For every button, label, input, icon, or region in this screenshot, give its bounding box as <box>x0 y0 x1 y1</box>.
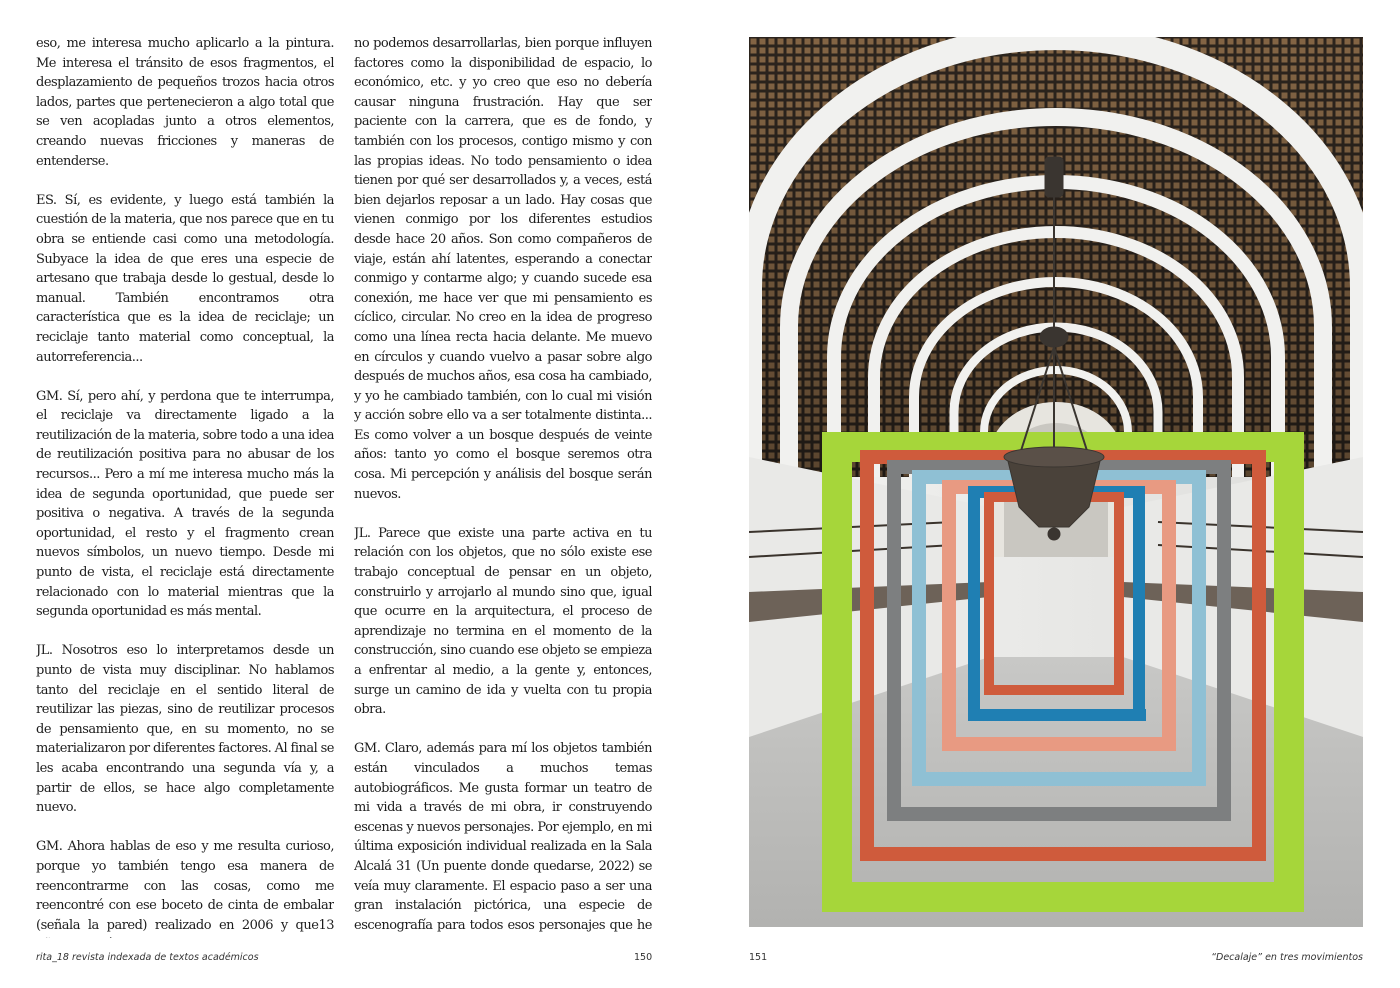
paragraph: JL. Parece que existe una parte activa en tu relación con los objetos, que no sólo existe ese trabajo conceptual de pensar en un objeto, construirlo y arrojarlo al mundo sino que, igual que ocurre en la arquitectura, el proceso de aprendizaje no termina en el momento de la construcción, sino cuando ese objeto se empieza a enfrentar al medio, a la gente y, entonces, surge un camino de ida y vuelta con tu propia obra. <box>354 525 652 718</box>
paragraph: eso, me interesa mucho aplicarlo a la pintura. Me interesa el tránsito de esos fragmentos, el desplazamiento de pequeños trozos hacia otros lados, partes que pertenecieron a algo total que se ven acopladas junto a otros elementos, creando nuevas fricciones y maneras de entenderse. <box>36 36 334 169</box>
page-number-left: 150 <box>634 952 653 963</box>
text-column-1 <box>36 34 334 938</box>
paragraph: GM. Sí, pero ahí, y perdona que te interrumpa, el reciclaje va directamente ligado a la reutilización de la materia, sobre todo a una idea de reutilización positiva para no abusar de los recursos... Pero a mí me interesa mucho más la idea de segunda oportunidad, que puede ser positiva o negativa. A través de la segunda oportunidad, el resto y el fragmento crean nuevos símbolos, un nuevo tiempo. Desde mi punto de vista, el reciclaje está directamente relacionado con lo material mientras que la segunda oportunidad es más mental. <box>36 388 334 620</box>
footer-article-title: “Decalaje” en tres movimientos <box>1211 952 1363 963</box>
paragraph: ES. Sí, es evidente, y luego está también la cuestión de la materia, que nos parece que en tu obra se entiende casi como una metodología. Subyace la idea de que eres una especie de artesano que trabaja desde lo gestual, desde lo manual. También encontramos otra característica que es la idea de reciclaje; un reciclaje tanto material como conceptual, la autorreferencia... <box>36 192 334 365</box>
exhibition-photo <box>749 37 1363 927</box>
text-column-2 <box>354 34 652 938</box>
paragraph: GM. Ahora hablas de eso y me resulta curioso, porque yo también tengo esa manera de reencontrarme con las cosas, como me reencontré con ese boceto de cinta de embalar (señala la pared) realizado en 2006 y que13 <box>36 839 334 933</box>
footer-journal-title: rita_18 revista indexada de textos académicos <box>36 952 259 963</box>
paragraph: JL. Nosotros eso lo interpretamos desde un punto de vista muy disciplinar. No hablamos tanto del reciclaje en el sentido literal de reutilizar las piezas, sino de reutilizar procesos de pensamiento que, en su momento, no se materializaron por diferentes factores. Al final se les acaba encontrando una segunda vía y, a partir de ellos, se hace algo completamente nuevo. <box>36 643 334 816</box>
paragraph: no podemos desarrollarlas, bien porque influyen factores como la disponibilidad de espacio, lo económico, etc. y yo creo que eso no debería causar ninguna frustración. Hay que ser paciente con la carrera, que es de fondo, y también con los procesos, contigo mismo y con las propias ideas. No todo pensamiento o idea tienen por qué ser desarrollados y, a veces, está bien dejarlos reposar a un lado. Hay cosas que vienen conmigo por los diferentes estudios desde hace 20 años. Son como compañeros de viaje, están ahí latentes, esperando a conectar conmigo y contarme algo; y cuando sucede esa conexión, me hace ver que mi pensamiento es cíclico, circular. No creo en la idea de progreso como una línea recta hacia delante. Me muevo en círculos y cuando vuelvo a pasar sobre algo después de muchos años, esa cosa ha cambiado, y yo he cambiado también, con lo cual mi visión y acción sobre ello va a ser totalmente distinta... Es como volver a un bosque después de veinte años: tanto yo como el bosque seremos otra cosa. Mi percepción y análisis del bosque serán nuevos. <box>354 36 652 502</box>
page-number-right: 151 <box>749 952 768 963</box>
paragraph: GM. Claro, además para mí los objetos también están vinculados a muchos temas autobiográficos. Me gusta formar un teatro de mi vida a través de mi obra, ir construyendo escenas y nuevos personajes. Por ejemplo, en mi última exposición individual realizada en la Sala Alcalá 31 (Un puente donde quedarse, 2022) se veía muy claramente. El espacio paso a ser una gran instalación pictórica, una especie de escenografía para todos esos personajes que he <box>354 741 652 933</box>
